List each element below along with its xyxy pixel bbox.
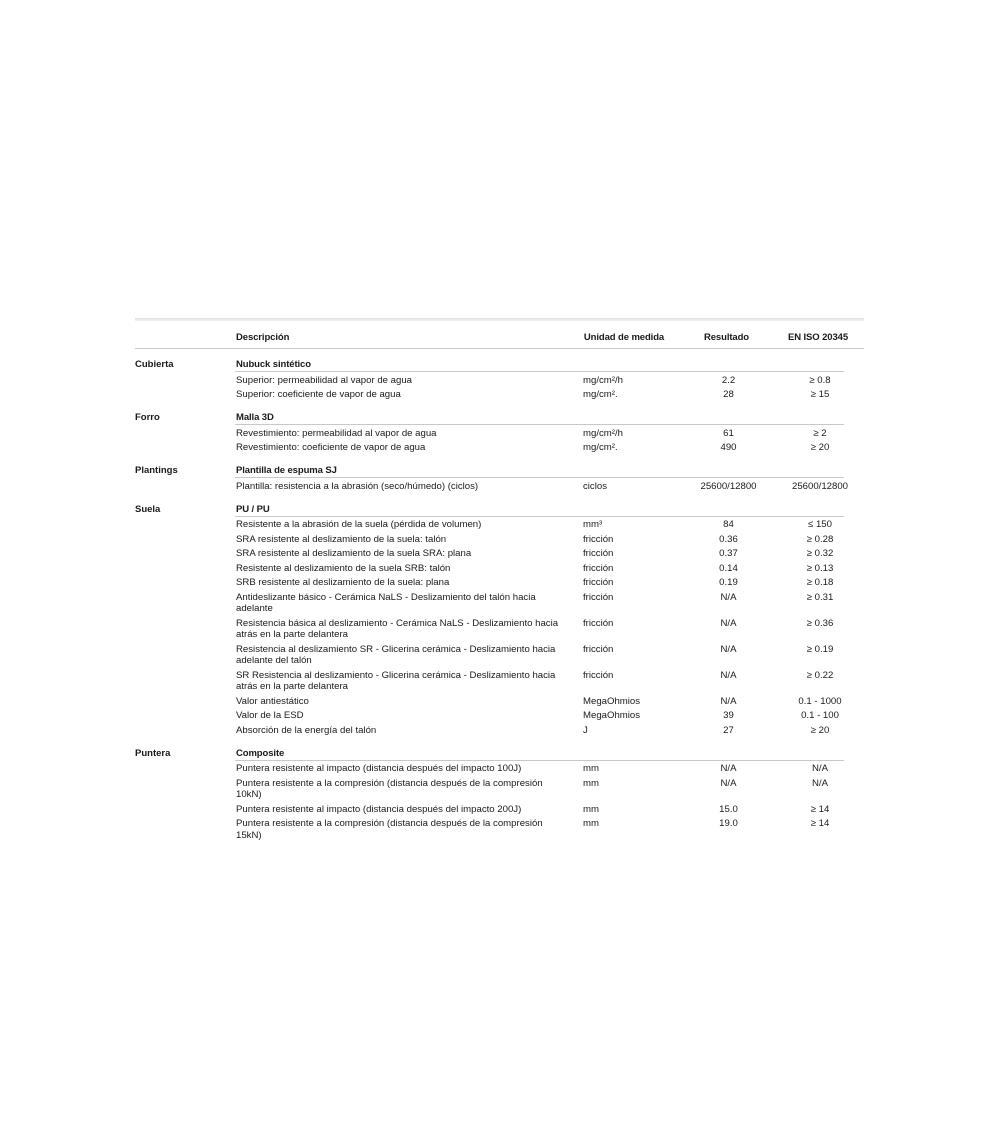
row-standard: ≥ 14 (810, 818, 830, 829)
row-description: Puntera resistente al impacto (distancia después del impacto 100J) (236, 763, 522, 774)
row-unit: MegaOhmios (583, 695, 641, 707)
table-row (135, 590, 864, 616)
row-description: Resistente a la abrasión de la suela (pérdida de volumen) (236, 519, 482, 530)
top-rule (135, 318, 864, 321)
row-unit: J (583, 724, 588, 736)
header-standard: EN ISO 20345 (787, 332, 849, 343)
section-body (135, 760, 864, 843)
section-body (135, 371, 864, 402)
row-standard: ≥ 0.13 (806, 562, 834, 574)
table-row (135, 694, 864, 709)
row-standard: N/A (812, 777, 828, 789)
section-header (135, 497, 864, 516)
table-row (135, 388, 864, 403)
row-standard: ≥ 14 (810, 803, 830, 815)
section-header (135, 458, 864, 477)
row-unit: mg/cm². (583, 389, 618, 400)
row-description: Revestimiento: permeabilidad al vapor de agua (236, 427, 437, 439)
row-unit: mm³ (583, 519, 603, 530)
row-standard: 0.1 - 100 (801, 710, 839, 721)
row-standard: ≥ 0.32 (806, 548, 834, 559)
section-category: Cubierta (135, 359, 174, 370)
row-result: N/A (720, 695, 737, 707)
row-standard: ≥ 15 (810, 389, 830, 400)
row-standard: ≥ 0.18 (806, 577, 834, 588)
table-row (135, 547, 864, 562)
row-description: Puntera resistente a la compresión (distancia después de la compresión 10kN) (236, 777, 543, 800)
section-category: Suela (135, 503, 161, 515)
section-body (135, 477, 864, 494)
row-standard: ≥ 0.22 (806, 669, 834, 681)
section-divider (235, 424, 844, 425)
row-unit: MegaOhmios (583, 710, 641, 721)
section-divider (235, 516, 844, 517)
header-result: Resultado (703, 332, 750, 343)
table-row (135, 561, 864, 576)
table-row (135, 441, 864, 456)
row-result: 0.19 (719, 577, 738, 588)
row-standard: ≥ 0.31 (806, 591, 834, 603)
row-description: SRA resistente al deslizamiento de la suela SRA: plana (236, 548, 472, 559)
table-header (135, 327, 864, 349)
table-row (135, 642, 864, 668)
spec-sections (135, 352, 864, 843)
row-standard: 25600/12800 (791, 480, 849, 492)
row-unit: mg/cm²/h (583, 427, 623, 439)
section-category: Plantings (135, 465, 178, 476)
row-standard: ≥ 20 (810, 724, 830, 736)
row-result: N/A (720, 777, 737, 789)
row-unit: fricción (583, 643, 614, 655)
section-title: Nubuck sintético (236, 359, 311, 370)
section-header (135, 352, 864, 371)
row-result: N/A (720, 643, 737, 655)
row-unit: mg/cm². (583, 442, 618, 453)
row-unit: fricción (583, 548, 614, 559)
row-result: N/A (720, 763, 737, 774)
section-title: Composite (236, 747, 285, 759)
section-divider (235, 371, 844, 372)
row-description: SR Resistencia al deslizamiento - Glicerina cerámica - Deslizamiento hacia atrás en la parte delantera (236, 669, 556, 692)
row-result: 0.36 (719, 533, 738, 545)
table-row (135, 668, 864, 694)
row-unit: ciclos (583, 480, 607, 492)
header-description: Descripción (236, 332, 290, 343)
row-unit: mg/cm²/h (583, 374, 623, 386)
row-result: 0.37 (719, 548, 738, 559)
section-title: PU / PU (236, 503, 270, 515)
row-standard: ≥ 0.19 (806, 643, 834, 655)
row-unit: mm (583, 818, 599, 829)
row-unit: mm (583, 763, 599, 774)
row-unit: fricción (583, 577, 614, 588)
table-row (135, 776, 864, 802)
row-result: N/A (720, 591, 737, 603)
row-standard: 0.1 - 1000 (798, 695, 842, 707)
table-row (135, 479, 864, 494)
row-description: Valor de la ESD (236, 710, 304, 721)
table-row (135, 373, 864, 388)
row-unit: fricción (583, 533, 614, 545)
row-standard: ≤ 150 (808, 519, 832, 530)
section-divider (235, 760, 844, 761)
row-unit: mm (583, 803, 599, 815)
row-result: 19.0 (719, 818, 738, 829)
row-result: 61 (723, 427, 734, 439)
row-result: 27 (723, 724, 734, 736)
section-body (135, 424, 864, 455)
table-row (135, 802, 864, 817)
row-unit: fricción (583, 669, 614, 681)
row-description: Resistente al deslizamiento de la suela SRB: talón (236, 562, 451, 574)
row-result: N/A (720, 617, 737, 629)
row-standard: ≥ 2 (813, 427, 827, 439)
row-unit: mm (583, 777, 599, 789)
table-row (135, 616, 864, 642)
row-description: Puntera resistente a la compresión (distancia después de la compresión 15kN) (236, 818, 543, 841)
row-unit: fricción (583, 617, 614, 629)
row-unit: fricción (583, 562, 614, 574)
row-description: Superior: permeabilidad al vapor de agua (236, 374, 412, 386)
row-result: 490 (720, 442, 737, 453)
row-standard: ≥ 0.28 (806, 533, 834, 545)
row-standard: ≥ 20 (810, 442, 830, 453)
spec-sheet (135, 318, 864, 843)
row-standard: ≥ 0.8 (809, 374, 831, 386)
table-row (135, 518, 864, 533)
row-description: Resistencia básica al deslizamiento - Cerámica NaLS - Deslizamiento hacia atrás en la parte delantera (236, 617, 559, 640)
row-description: Antideslizante básico - Cerámica NaLS - Deslizamiento del talón hacia adelante (236, 591, 536, 614)
section-header (135, 741, 864, 760)
row-result: 0.14 (719, 562, 738, 574)
table-row (135, 817, 864, 843)
section-header (135, 405, 864, 424)
section-title: Malla 3D (236, 412, 274, 423)
row-description: Resistencia al deslizamiento SR - Glicerina cerámica - Deslizamiento hacia adelante del talón (236, 643, 556, 666)
row-description: Revestimiento: coeficiente de vapor de agua (236, 442, 426, 453)
row-description: Puntera resistente al impacto (distancia después del impacto 200J) (236, 803, 522, 815)
row-unit: fricción (583, 591, 614, 603)
table-row (135, 532, 864, 547)
table-row (135, 426, 864, 441)
row-result: 84 (723, 519, 734, 530)
row-description: Plantilla: resistencia a la abrasión (seco/húmedo) (ciclos) (236, 480, 479, 492)
row-result: 25600/12800 (700, 480, 757, 492)
row-result: 2.2 (721, 374, 736, 386)
row-description: Valor antiestático (236, 695, 309, 707)
table-row (135, 709, 864, 724)
row-result: 28 (723, 389, 734, 400)
section-divider (235, 477, 844, 478)
row-description: SRB resistente al deslizamiento de la suela: plana (236, 577, 450, 588)
table-row (135, 723, 864, 738)
row-result: 39 (723, 710, 734, 721)
row-description: Absorción de la energía del talón (236, 724, 377, 736)
row-description: Superior: coeficiente de vapor de agua (236, 389, 401, 400)
section-category: Puntera (135, 747, 171, 759)
table-row (135, 762, 864, 777)
section-body (135, 516, 864, 738)
header-unit: Unidad de medida (583, 332, 665, 343)
row-standard: N/A (812, 763, 828, 774)
row-result: N/A (720, 669, 737, 681)
row-standard: ≥ 0.36 (806, 617, 834, 629)
table-row (135, 576, 864, 591)
row-description: SRA resistente al deslizamiento de la suela: talón (236, 533, 447, 545)
row-result: 15.0 (719, 803, 738, 815)
section-category: Forro (135, 412, 160, 423)
section-title: Plantilla de espuma SJ (236, 465, 337, 476)
